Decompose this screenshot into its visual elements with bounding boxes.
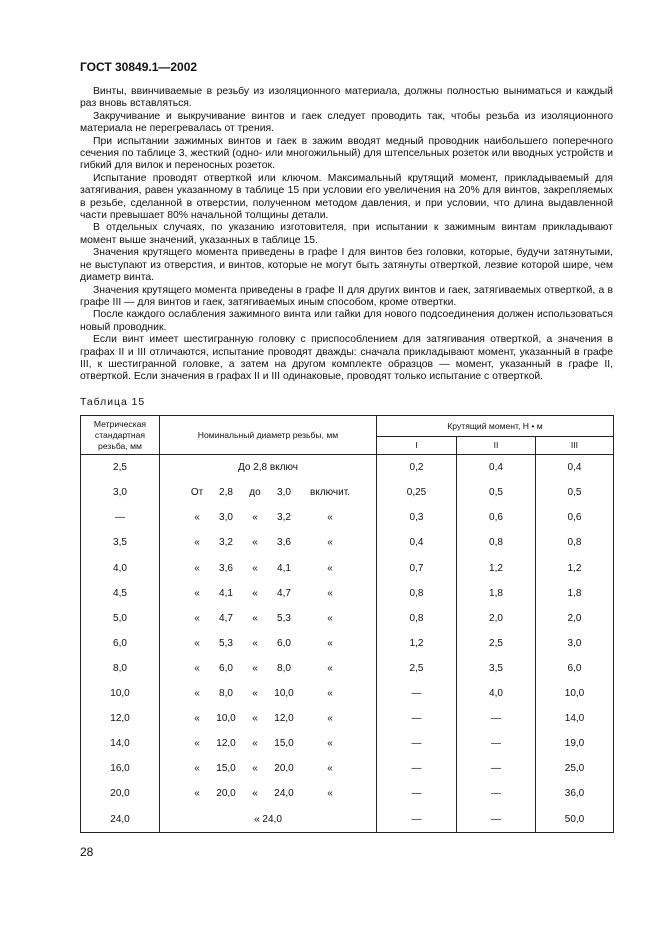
diameter-range	[160, 613, 376, 624]
diameter-part: 12,0	[274, 713, 294, 725]
diameter-part: «	[194, 662, 200, 674]
torque-cell-3: 3,0	[536, 631, 614, 656]
torque-cell-3: 0,5	[536, 480, 614, 505]
torque-cell-3: 0,8	[536, 530, 614, 555]
torque-cell-3: 2,0	[536, 606, 614, 631]
diameter-part: 6,0	[277, 637, 291, 649]
table-row	[81, 681, 614, 706]
diameter-range	[160, 763, 376, 774]
thread-cell: 14,0	[81, 731, 160, 756]
diameter-cell	[160, 656, 377, 681]
paragraph: Закручивание и выкручивание винтов и гаек следует проводить так, чтобы резьба из изоляционного материала не перегревалась от трения.	[80, 110, 613, 135]
diameter-part: 10,0	[216, 713, 236, 725]
torque-cell-1: —	[377, 756, 457, 781]
thread-cell: 4,0	[81, 556, 160, 581]
thread-cell: 3,5	[81, 530, 160, 555]
diameter-part: «	[252, 763, 258, 775]
torque-table	[80, 415, 614, 833]
diameter-part: 4,7	[219, 612, 233, 624]
diameter-range	[160, 512, 376, 523]
diameter-part: 3,6	[219, 562, 233, 574]
torque-cell-1: —	[377, 706, 457, 731]
table-row	[81, 631, 614, 656]
diameter-part: «	[327, 587, 333, 599]
torque-cell-2: —	[457, 731, 536, 756]
table-row	[81, 807, 614, 833]
diameter-part: 3,2	[277, 512, 291, 524]
diameter-cell	[160, 807, 377, 833]
table-row	[81, 606, 614, 631]
diameter-part: «	[194, 512, 200, 524]
diameter-part: 3,0	[277, 487, 291, 499]
thread-cell: 2,5	[81, 455, 160, 481]
paragraph: В отдельных случаях, по указанию изготовителя, при испытании к зажимным винтам прикладывают момент выше значений, указанных в таблице 15.	[80, 222, 613, 246]
header-col-1: I	[377, 437, 457, 455]
diameter-range	[160, 688, 376, 699]
body-text	[80, 86, 613, 384]
table-row	[81, 581, 614, 606]
diameter-part: «	[327, 562, 333, 574]
diameter-part: 12,0	[216, 738, 236, 750]
torque-cell-2: 2,5	[457, 631, 536, 656]
table-row	[81, 505, 614, 530]
diameter-part: «	[327, 763, 333, 775]
diameter-part: «	[194, 688, 200, 700]
diameter-part: 3,0	[219, 512, 233, 524]
diameter-cell	[160, 480, 377, 505]
diameter-part: 8,0	[277, 662, 291, 674]
diameter-range	[160, 537, 376, 548]
diameter-part: 4,1	[219, 587, 233, 599]
diameter-part: 3,6	[277, 537, 291, 549]
diameter-part: «	[327, 612, 333, 624]
torque-cell-2: 0,8	[457, 530, 536, 555]
diameter-part: «	[327, 713, 333, 725]
header-col-3: III	[536, 437, 614, 455]
diameter-cell	[160, 631, 377, 656]
torque-cell-3: 1,2	[536, 556, 614, 581]
diameter-range	[160, 588, 376, 599]
diameter-cell	[160, 731, 377, 756]
table-row	[81, 530, 614, 555]
torque-cell-2: —	[457, 807, 536, 833]
torque-cell-1: 0,7	[377, 556, 457, 581]
header-col-2: II	[457, 437, 536, 455]
torque-cell-2: 0,6	[457, 505, 536, 530]
diameter-part: «	[252, 738, 258, 750]
paragraph: При испытании зажимных винтов и гаек в зажим вводят медный проводник наибольшего поперечного сечения по таблице 3, жесткий (одно- или многожильный) для штепсельных розеток или вводных устройств и гибкий для вилок и переносных розеток.	[80, 135, 613, 172]
diameter-part: От	[190, 487, 204, 499]
header-thread: Метрическая стандартная резьба, мм	[81, 416, 160, 455]
thread-cell: —	[81, 505, 160, 530]
thread-cell: 24,0	[81, 807, 160, 833]
torque-cell-3: 0,6	[536, 505, 614, 530]
torque-cell-3: 1,8	[536, 581, 614, 606]
torque-cell-1: 2,5	[377, 656, 457, 681]
table-caption: Таблица 15	[80, 397, 146, 408]
thread-cell: 8,0	[81, 656, 160, 681]
diameter-part: «	[252, 587, 258, 599]
diameter-part: «	[194, 537, 200, 549]
torque-cell-3: 19,0	[536, 731, 614, 756]
diameter-part: «	[194, 637, 200, 649]
diameter-part: «	[194, 738, 200, 750]
thread-cell: 10,0	[81, 681, 160, 706]
torque-cell-2: —	[457, 781, 536, 806]
torque-cell-1: 0,8	[377, 581, 457, 606]
diameter-part: 4,1	[277, 562, 291, 574]
diameter-part: «	[194, 587, 200, 599]
table-row	[81, 556, 614, 581]
diameter-part: «	[327, 688, 333, 700]
torque-cell-3: 0,4	[536, 455, 614, 481]
diameter-part: 2,8	[219, 487, 233, 499]
paragraph: Значения крутящего момента приведены в графе I для винтов без головки, которые, будучи затянутыми, не выступают из отверстия, и винтов, которые не могут быть затянуты отверткой, лезвие которой шире, чем диаметр винта.	[80, 247, 613, 284]
thread-cell: 3,0	[81, 480, 160, 505]
diameter-part: «	[252, 688, 258, 700]
diameter-cell	[160, 455, 377, 481]
diameter-part: «	[252, 537, 258, 549]
diameter-part: 24,0	[274, 788, 294, 800]
diameter-part: «	[194, 562, 200, 574]
diameter-range	[160, 663, 376, 674]
diameter-part: «	[194, 763, 200, 775]
thread-cell: 12,0	[81, 706, 160, 731]
diameter-range	[160, 638, 376, 649]
diameter-part: 6,0	[219, 662, 233, 674]
diameter-part: «	[327, 537, 333, 549]
torque-cell-1: —	[377, 681, 457, 706]
thread-cell: 16,0	[81, 756, 160, 781]
diameter-part: 5,3	[219, 637, 233, 649]
diameter-part: 20,0	[274, 763, 294, 775]
diameter-range	[160, 713, 376, 724]
diameter-range-text: До 2,8 включ	[237, 462, 299, 473]
diameter-part: до	[249, 487, 261, 499]
diameter-cell	[160, 530, 377, 555]
thread-cell: 4,5	[81, 581, 160, 606]
table-row	[81, 455, 614, 481]
diameter-part: 15,0	[274, 738, 294, 750]
diameter-part: «	[327, 738, 333, 750]
diameter-part: «	[252, 788, 258, 800]
torque-cell-2: 1,8	[457, 581, 536, 606]
header-diameter: Номинальный диаметр резьбы, мм	[160, 416, 377, 455]
diameter-cell	[160, 756, 377, 781]
diameter-part: 5,3	[277, 612, 291, 624]
thread-cell: 20,0	[81, 781, 160, 806]
diameter-cell	[160, 581, 377, 606]
diameter-range	[160, 788, 376, 799]
table-row	[81, 731, 614, 756]
diameter-part: «	[327, 512, 333, 524]
diameter-part: 20,0	[216, 788, 236, 800]
torque-cell-2: 0,4	[457, 455, 536, 481]
page-number: 28	[80, 845, 94, 859]
torque-cell-1: 0,3	[377, 505, 457, 530]
torque-cell-1: 0,4	[377, 530, 457, 555]
diameter-cell	[160, 606, 377, 631]
table-row	[81, 756, 614, 781]
diameter-part: «	[194, 713, 200, 725]
torque-cell-2: 0,5	[457, 480, 536, 505]
diameter-part: 8,0	[219, 688, 233, 700]
diameter-cell	[160, 781, 377, 806]
thread-cell: 5,0	[81, 606, 160, 631]
diameter-part: «	[194, 612, 200, 624]
torque-cell-1: —	[377, 807, 457, 833]
diameter-part: «	[252, 662, 258, 674]
table-row	[81, 480, 614, 505]
diameter-part: «	[194, 788, 200, 800]
paragraph: Испытание проводят отверткой или ключом. Максимальный крутящий момент, прикладываемый для затягивания, равен указанному в таблице 15 при условии его увеличения на 20% для винтов, закрепляемых в резьбе, сделанной в отверстии, полученном методом давления, и при условии, что длина выдавленной части превышает 80% начальной толщины детали.	[80, 172, 613, 222]
torque-cell-1: 0,25	[377, 480, 457, 505]
table-row	[81, 706, 614, 731]
torque-cell-3: 36,0	[536, 781, 614, 806]
diameter-part: включит.	[310, 487, 350, 499]
torque-cell-1: 0,2	[377, 455, 457, 481]
diameter-range	[160, 563, 376, 574]
diameter-part: «	[252, 562, 258, 574]
torque-cell-3: 14,0	[536, 706, 614, 731]
diameter-part: «	[327, 788, 333, 800]
diameter-part: 3,2	[219, 537, 233, 549]
header-torque: Крутящий момент, Н • м	[377, 416, 614, 437]
torque-cell-2: —	[457, 756, 536, 781]
torque-cell-2: 3,5	[457, 656, 536, 681]
torque-cell-3: 25,0	[536, 756, 614, 781]
diameter-part: 4,7	[277, 587, 291, 599]
torque-cell-1: 1,2	[377, 631, 457, 656]
torque-cell-1: 0,8	[377, 606, 457, 631]
paragraph: После каждого ослабления зажимного винта или гайки для нового подсоединения должен использоваться новый проводник.	[80, 309, 613, 333]
diameter-range	[160, 738, 376, 749]
paragraph: Винты, ввинчиваемые в резьбу из изоляционного материала, должны полностью выниматься и каждый раз вновь вставляться.	[80, 86, 613, 110]
diameter-part: «	[252, 612, 258, 624]
diameter-part: 10,0	[274, 688, 294, 700]
diameter-part: «	[252, 512, 258, 524]
torque-cell-3: 50,0	[536, 807, 614, 833]
diameter-range	[160, 487, 376, 498]
torque-cell-2: —	[457, 706, 536, 731]
table-row	[81, 656, 614, 681]
diameter-range-text: « 24,0	[254, 813, 282, 825]
torque-cell-2: 1,2	[457, 556, 536, 581]
torque-cell-1: —	[377, 731, 457, 756]
torque-cell-1: —	[377, 781, 457, 806]
torque-cell-3: 6,0	[536, 656, 614, 681]
diameter-part: «	[252, 713, 258, 725]
torque-cell-2: 4,0	[457, 681, 536, 706]
diameter-part: 15,0	[216, 763, 236, 775]
thread-cell: 6,0	[81, 631, 160, 656]
table-row	[81, 781, 614, 806]
paragraph: Значения крутящего момента приведены в графе II для других винтов и гаек, затягиваемых отверткой, а в графе III — для винтов и гаек, затягиваемых иным способом, кроме отвертки.	[80, 284, 613, 308]
document-header: ГОСТ 30849.1—2002	[80, 60, 198, 74]
torque-cell-2: 2,0	[457, 606, 536, 631]
diameter-cell	[160, 681, 377, 706]
torque-cell-3: 10,0	[536, 681, 614, 706]
diameter-cell	[160, 505, 377, 530]
diameter-cell	[160, 556, 377, 581]
diameter-part: «	[327, 637, 333, 649]
paragraph: Если винт имеет шестигранную головку с приспособлением для затягивания отверткой, а значения в графах II и III отличаются, испытание проводят дважды: сначала прикладывают момент, указанный в графе III, к шестигранной головке, а затем на другом комплекте образцов — момент, указанный в графе II, отверткой. Если значения в графах II и III одинаковые, проводят только испытание с отверткой.	[80, 334, 613, 383]
diameter-cell	[160, 706, 377, 731]
diameter-part: «	[252, 637, 258, 649]
diameter-part: «	[327, 662, 333, 674]
